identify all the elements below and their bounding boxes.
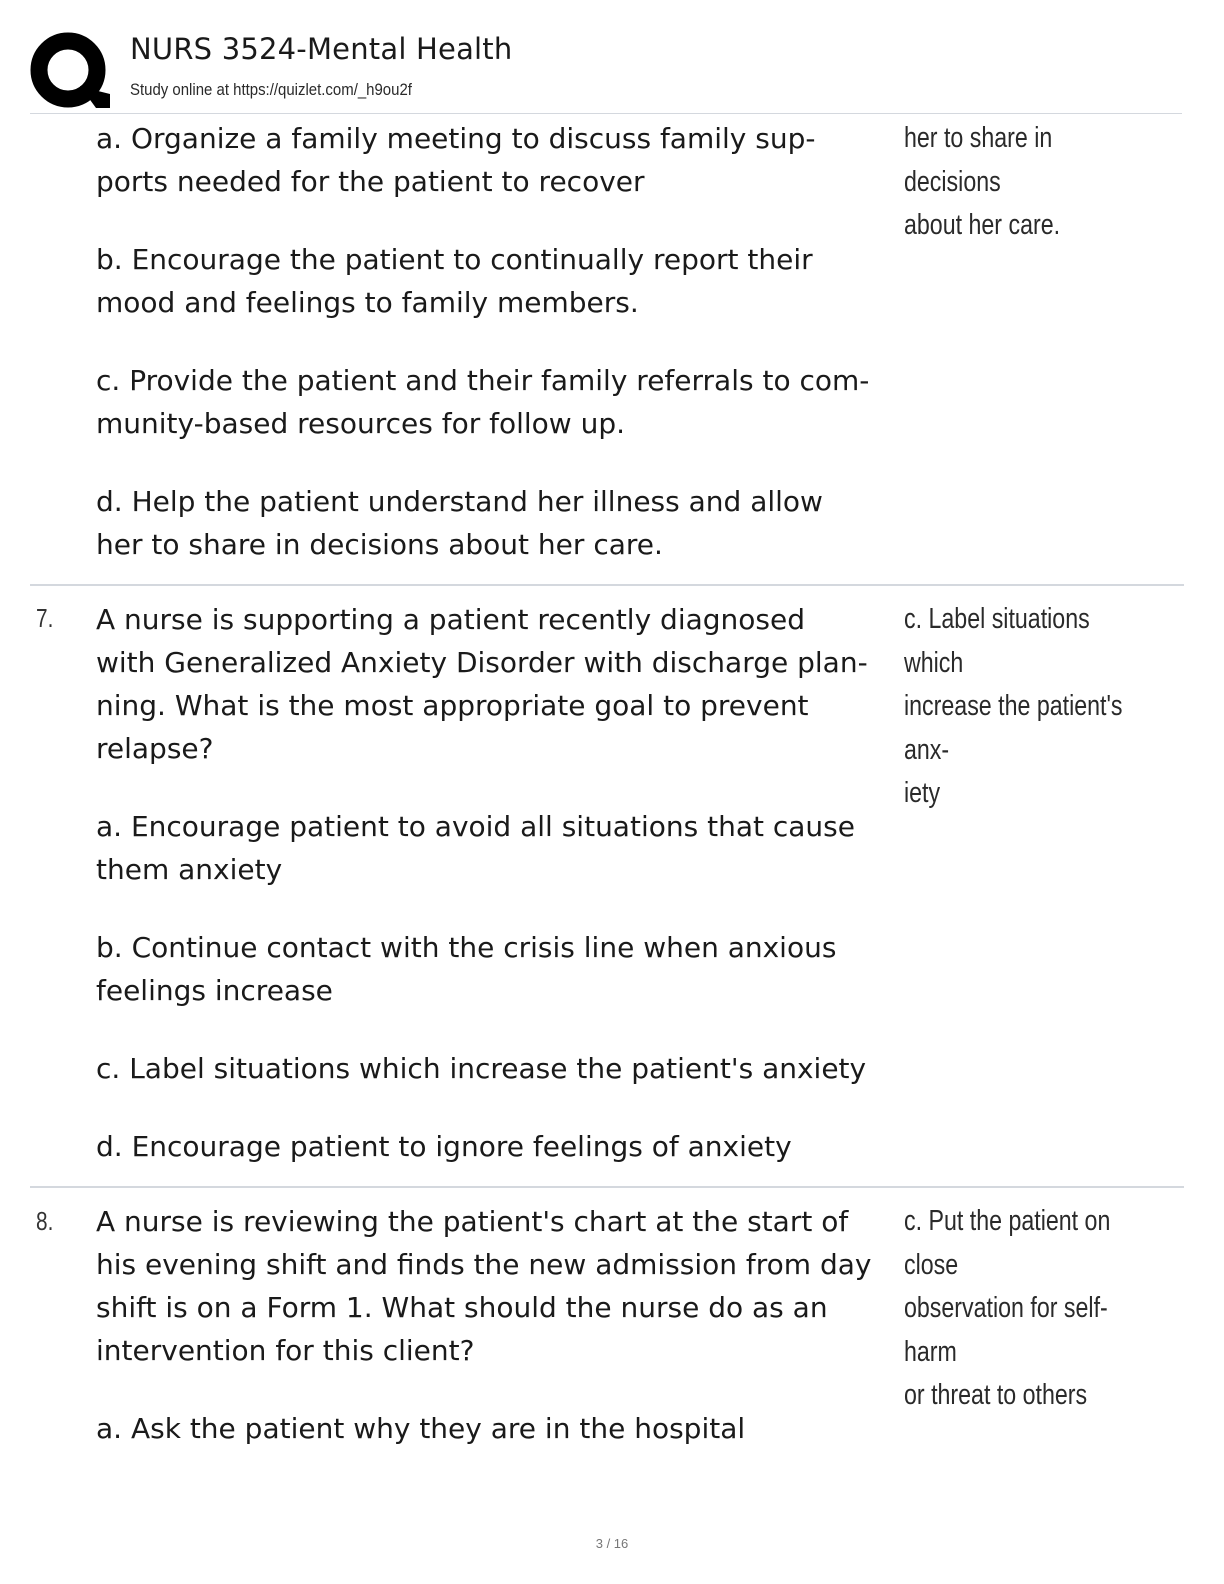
question-number: 8.	[36, 1206, 54, 1236]
option-a: a. Encourage patient to avoid all situations that cause them anxiety	[96, 810, 855, 886]
question-number: 7.	[36, 603, 54, 633]
option-a: a. Organize a family meeting to discuss family sup- ports needed for the patient to recover	[96, 122, 816, 198]
option-d: d. Help the patient understand her illness and allow her to share in decisions about her care.	[96, 485, 823, 561]
option-b: b. Encourage the patient to continually report their mood and feelings to family members.	[96, 243, 813, 319]
option-c: c. Provide the patient and their family referrals to com- munity-based resources for follow up.	[96, 364, 870, 440]
option-d: d. Encourage patient to ignore feelings of anxiety	[96, 1130, 792, 1163]
study-online-link[interactable]: Study online at https://quizlet.com/_h9ou2f	[130, 80, 412, 99]
question-divider	[30, 1186, 1184, 1188]
page-number: 3 / 16	[595, 1536, 629, 1551]
question-text: A nurse is reviewing the patient's chart at the start of his evening shift and finds the new admission from day shift is on a Form 1. What should the nurse do as an intervention for this client?	[96, 1205, 872, 1367]
option-a: a. Ask the patient why they are in the hospital	[96, 1412, 746, 1445]
question-divider	[30, 584, 1184, 586]
option-c: c. Label situations which increase the patient's anxiety	[96, 1052, 867, 1085]
answer-text: c. Label situations which increase the patient's anx- iety	[904, 603, 1123, 809]
question-text: A nurse is supporting a patient recently diagnosed with Generalized Anxiety Disorder with discharge plan- ning. What is the most appropriate goal to prevent relapse?	[96, 603, 868, 765]
answer-text: her to share in decisions about her care.	[904, 122, 1061, 241]
document-title: NURS 3524-Mental Health	[130, 32, 513, 66]
quizlet-q-logo-icon	[30, 32, 110, 112]
option-b: b. Continue contact with the crisis line when anxious feelings increase	[96, 931, 837, 1007]
header-divider	[30, 113, 1182, 114]
answer-text: c. Put the patient on close observation for self-harm or threat to others	[904, 1205, 1111, 1411]
page-header	[30, 28, 1190, 114]
